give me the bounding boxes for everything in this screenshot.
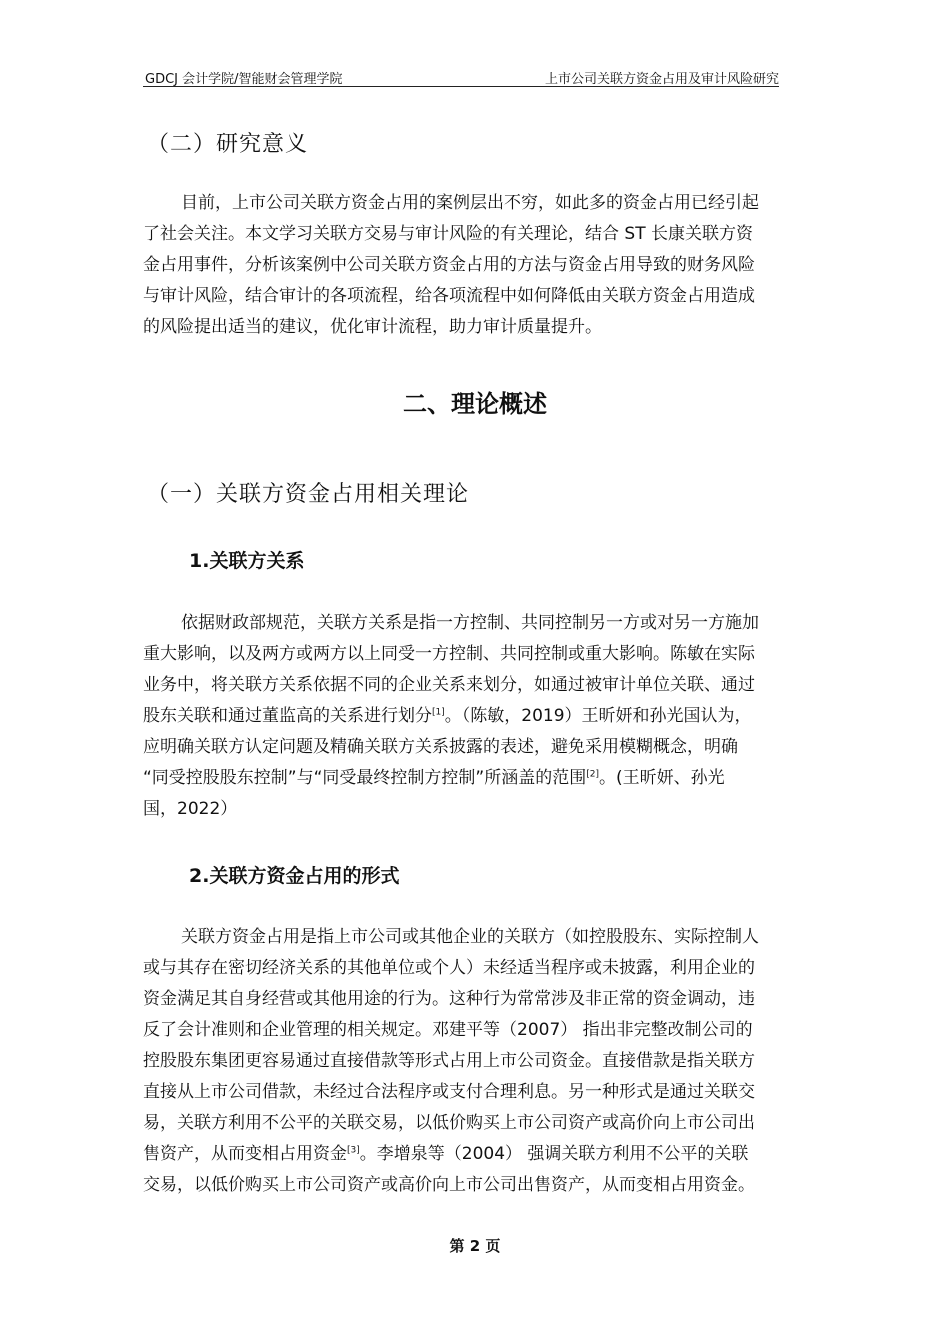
text-run: 股东关联和通过董监高的关系进行划分 (143, 706, 432, 726)
text-line: 控股股东集团更容易通过直接借款等形式占用上市公司资金。直接借款是指关联方 (143, 1051, 755, 1071)
text-line: 资金满足其自身经营或其他用途的行为。这种行为常常涉及非正常的资金调动，违 (143, 989, 755, 1009)
text-run: 售资产，从而变相占用资金 (143, 1144, 347, 1164)
text-run: 。(王昕妍、孙光 (598, 768, 725, 788)
text-line: 重大影响，以及两方或两方以上同受一方控制、共同控制或重大影响。陈敏在实际 (143, 644, 755, 664)
page-header (143, 66, 779, 87)
text-run: “同受控股股东控制”与“同受最终控制方控制”所涵盖的范围 (143, 768, 587, 788)
text-line: 与审计风险，结合审计的各项流程，给各项流程中如何降低由关联方资金占用造成 (143, 286, 755, 306)
text-line: 目前，上市公司关联方资金占用的案例层出不穷，如此多的资金占用已经引起 (181, 193, 759, 213)
text-line (143, 1139, 833, 1170)
text-line (143, 763, 833, 794)
subsection-heading-relationship: 1.关联方关系 (189, 550, 305, 572)
subsection-heading-forms: 2.关联方资金占用的形式 (189, 865, 400, 887)
text-line: 业务中，将关联方关系依据不同的企业关系来划分，如通过被审计单位关联、通过 (143, 675, 755, 695)
text-line: 关联方资金占用是指上市公司或其他企业的关联方（如控股股东、实际控制人 (181, 927, 759, 947)
text-line: 应明确关联方认定问题及精确关联方关系披露的表述，避免采用模糊概念，明确 (143, 737, 738, 757)
page-number: 第 2 页 (449, 1237, 501, 1255)
text-line: 直接从上市公司借款，未经过合法程序或支付合理利息。另一种形式是通过关联交 (143, 1082, 755, 1102)
section-heading-research-significance: （二）研究意义 (147, 132, 309, 157)
text-line: 易，关联方利用不公平的关联交易，以低价购买上市公司资产或高价向上市公司出 (143, 1113, 755, 1133)
text-line: 金占用事件，分析该案例中公司关联方资金占用的方法与资金占用导致的财务风险 (143, 255, 755, 275)
text-line: 交易，以低价购买上市公司资产或高价向上市公司出售资产，从而变相占用资金。 (143, 1175, 755, 1195)
text-line: 或与其存在密切经济关系的其他单位或个人）未经适当程序或未披露，利用企业的 (143, 958, 755, 978)
text-line (143, 701, 833, 732)
citation-ref-2[interactable]: [2] (586, 769, 599, 780)
text-run: 。（陈敏，2019）王昕妍和孙光国认为， (444, 706, 752, 726)
text-run: 。李增泉等（2004） 强调关联方利用不公平的关联 (359, 1144, 749, 1164)
header-right-text: 上市公司关联方资金占用及审计风险研究 (544, 72, 779, 87)
text-line: 反了会计准则和企业管理的相关规定。邓建平等（2007） 指出非完整改制公司的 (143, 1020, 753, 1040)
citation-ref-3[interactable]: [3] (347, 1145, 360, 1156)
text-line: 了社会关注。本文学习关联方交易与审计风险的有关理论，结合 ST 长康关联方资 (143, 224, 753, 244)
text-line: 依据财政部规范，关联方关系是指一方控制、共同控制另一方或对另一方施加 (181, 613, 759, 633)
header-left-text: GDCJ 会计学院/智能财会管理学院 (145, 72, 343, 87)
chapter-heading-theory-overview: 二、理论概述 (403, 390, 547, 418)
paragraph-research-significance (143, 188, 833, 343)
paragraph-relationship (143, 608, 833, 825)
text-line: 国，2022） (143, 799, 238, 819)
citation-ref-1[interactable]: [1] (432, 707, 445, 718)
text-line: 的风险提出适当的建议，优化审计流程，助力审计质量提升。 (143, 317, 602, 337)
section-heading-related-theory: （一）关联方资金占用相关理论 (147, 482, 470, 507)
paragraph-forms (143, 922, 833, 1201)
